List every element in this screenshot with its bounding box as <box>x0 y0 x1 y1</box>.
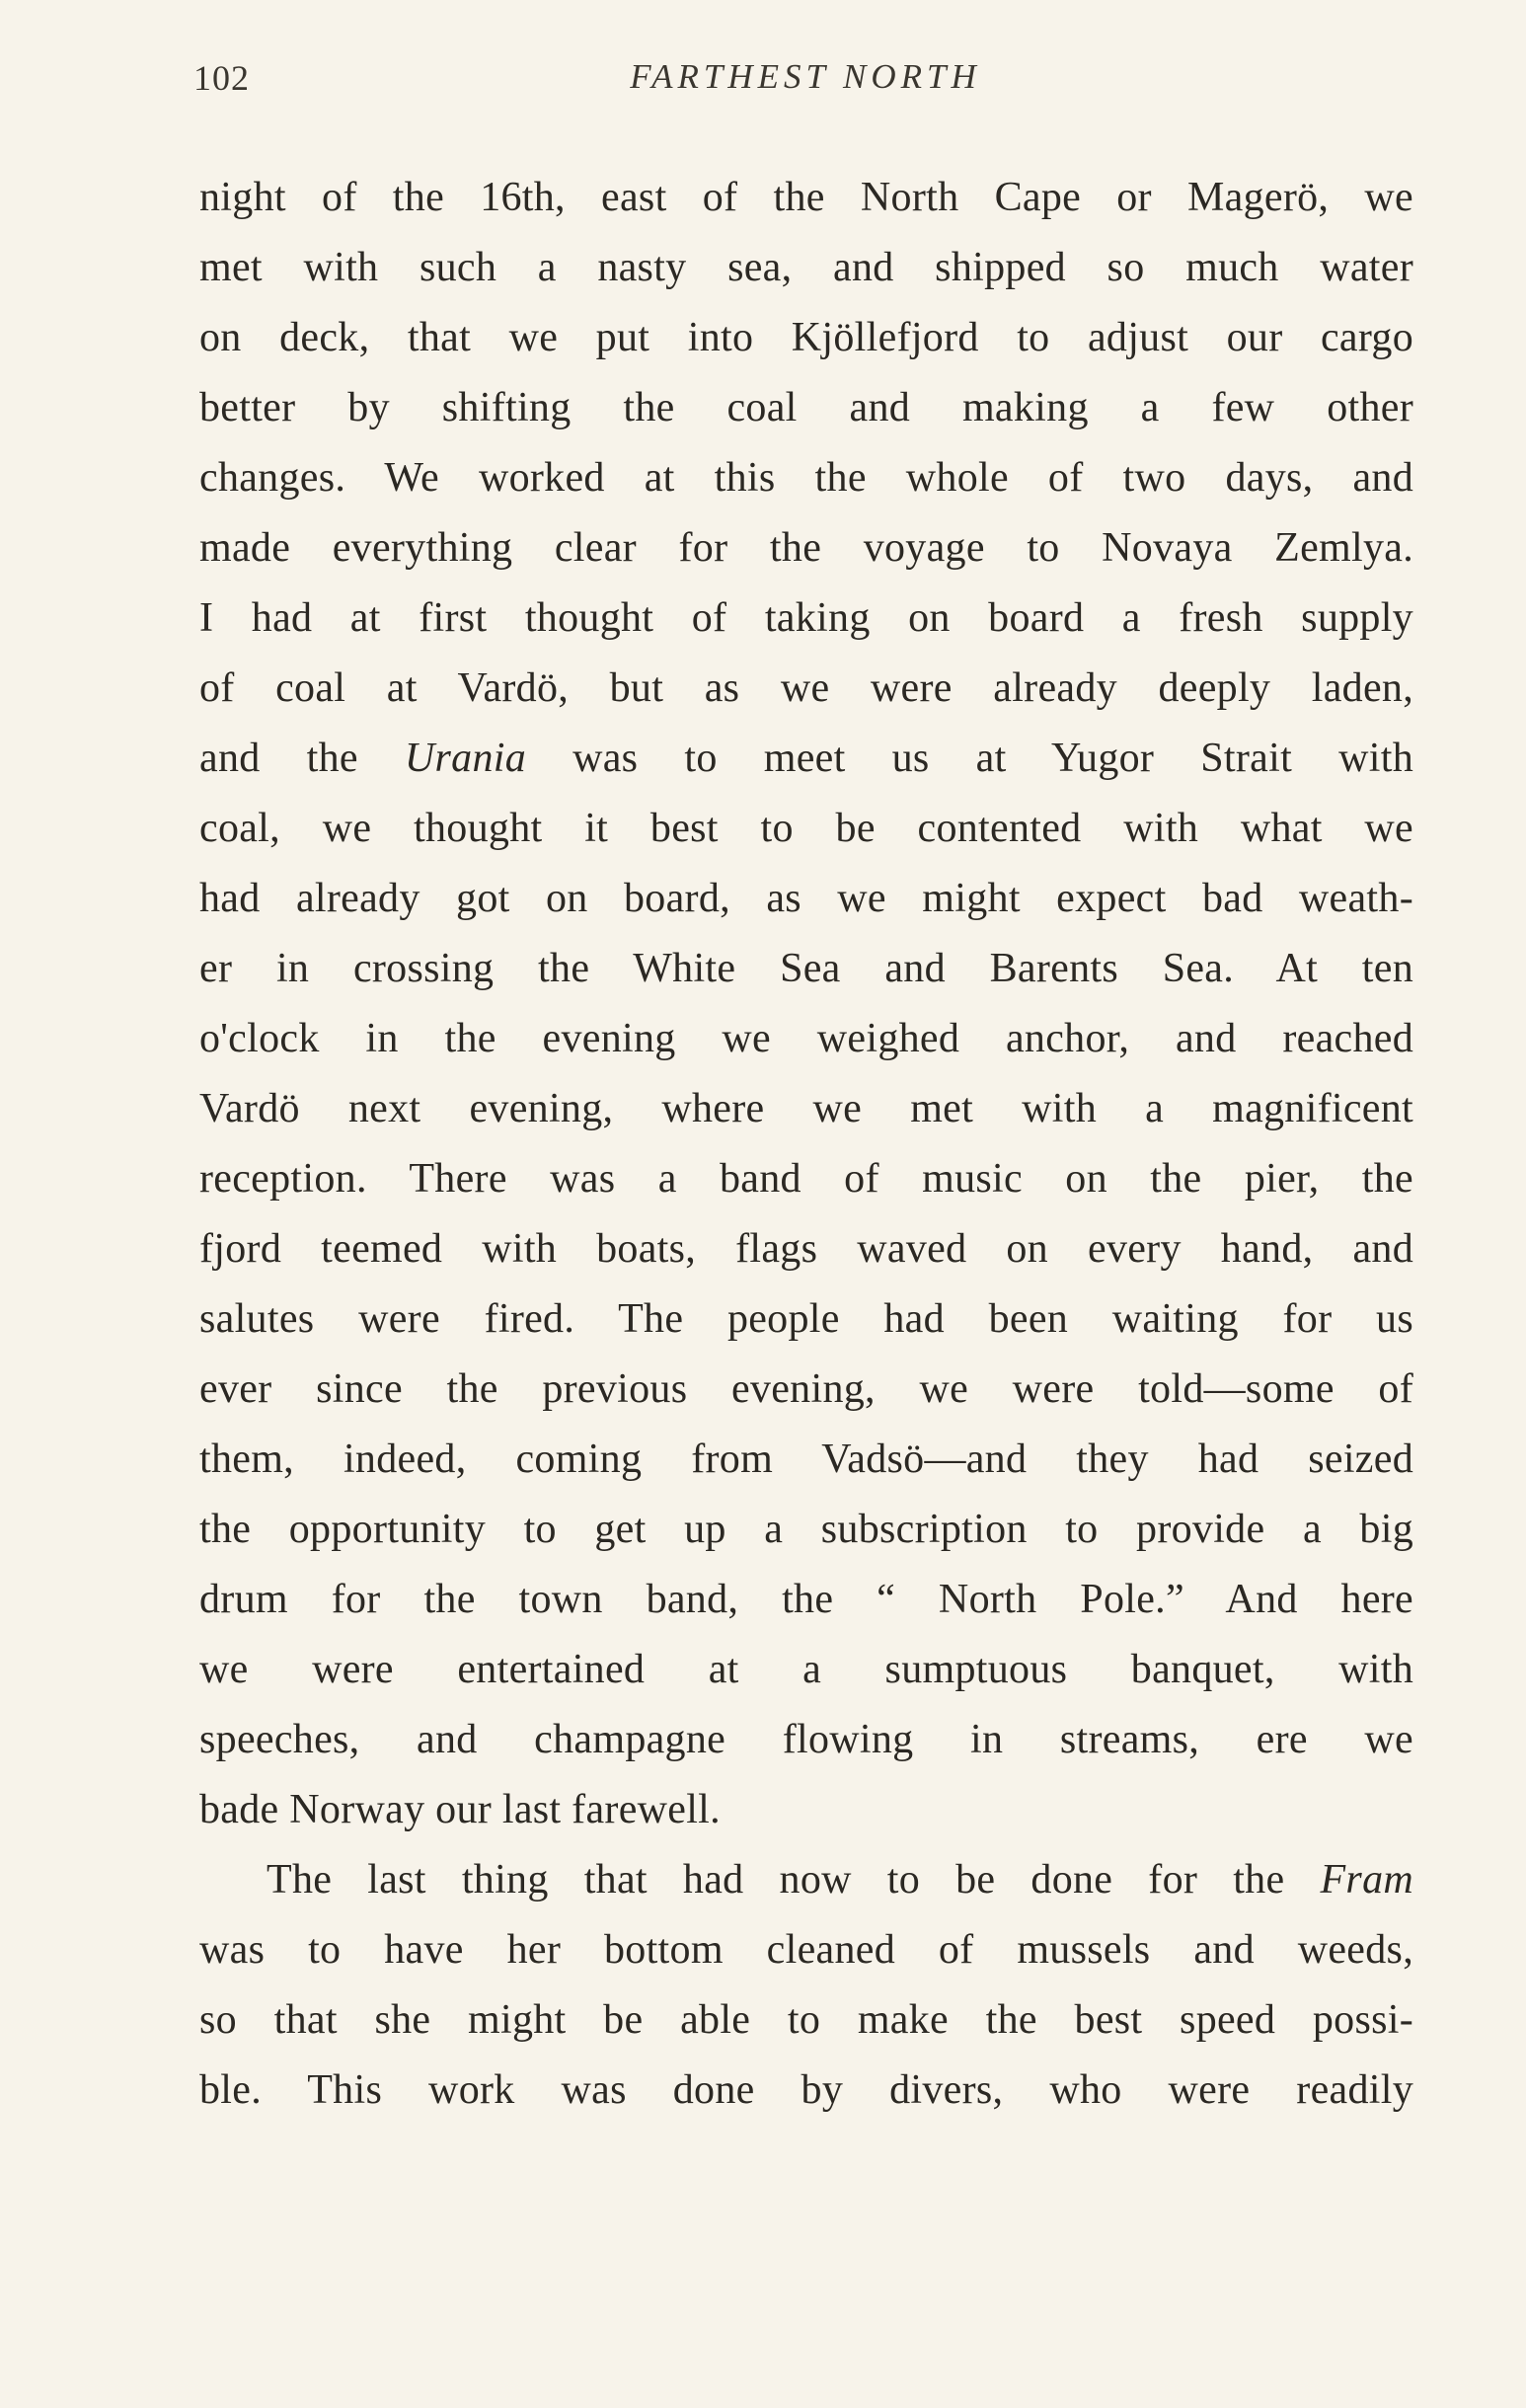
text-segment: and the <box>199 736 405 781</box>
text-line: of coal at Vardö, but as we were already deeply laden, <box>199 665 1413 711</box>
text-line: we were entertained at a sumptuous banquet, with <box>199 1647 1413 1692</box>
text-line: fjord teemed with boats, flags waved on every hand, and <box>199 1226 1413 1272</box>
paragraph <box>199 163 1413 1845</box>
running-title: FARTHEST NORTH <box>630 57 981 96</box>
text-line: had already got on board, as we might expect bad weath- <box>199 876 1413 921</box>
text-line: was to have her bottom cleaned of mussels and weeds, <box>199 1927 1413 1973</box>
body-text <box>199 163 1413 2126</box>
ship-name: Urania <box>404 736 527 781</box>
text-line: o'clock in the evening we weighed anchor, and reached <box>199 1016 1413 1061</box>
text-line: speeches, and champagne flowing in streams, ere we <box>199 1717 1413 1762</box>
text-line: salutes were fired. The people had been waiting for us <box>199 1296 1413 1342</box>
page-header <box>193 57 1417 117</box>
page-number: 102 <box>193 58 250 98</box>
paragraph <box>199 1845 1413 2126</box>
text-line: coal, we thought it best to be contented with what we <box>199 806 1413 851</box>
text-line: er in crossing the White Sea and Barents Sea. At ten <box>199 946 1413 991</box>
text-line: ble. This work was done by divers, who were readily <box>199 2067 1413 2113</box>
text-line: better by shifting the coal and making a few other <box>199 385 1413 430</box>
text-line: drum for the town band, the “ North Pole.” And here <box>199 1577 1413 1622</box>
text-line: so that she might be able to make the best speed possi- <box>199 1997 1413 2043</box>
text-line: changes. We worked at this the whole of two days, and <box>199 455 1413 501</box>
text-line: Vardö next evening, where we met with a magnificent <box>199 1086 1413 1131</box>
text-line: made everything clear for the voyage to Novaya Zemlya. <box>199 525 1413 571</box>
text-line: them, indeed, coming from Vadsö—and they had seized <box>199 1437 1413 1482</box>
text-line: reception. There was a band of music on the pier, the <box>199 1156 1413 1202</box>
text-line: bade Norway our last farewell. <box>199 1787 721 1832</box>
text-segment: was to meet us at Yugor Strait with <box>526 736 1413 781</box>
text-line: ever since the previous evening, we were told—some of <box>199 1366 1413 1412</box>
text-segment: The last thing that had now to be done for the <box>267 1857 1321 1903</box>
text-line: night of the 16th, east of the North Cape or Magerö, we <box>199 175 1413 220</box>
text-line <box>199 724 1413 794</box>
text-line <box>199 1845 1413 1915</box>
ship-name: Fram <box>1320 1857 1413 1903</box>
text-line: on deck, that we put into Kjöllefjord to adjust our cargo <box>199 315 1413 360</box>
text-line: the opportunity to get up a subscription to provide a big <box>199 1507 1413 1552</box>
text-line: I had at first thought of taking on board a fresh supply <box>199 595 1413 641</box>
text-line: met with such a nasty sea, and shipped so much water <box>199 245 1413 290</box>
